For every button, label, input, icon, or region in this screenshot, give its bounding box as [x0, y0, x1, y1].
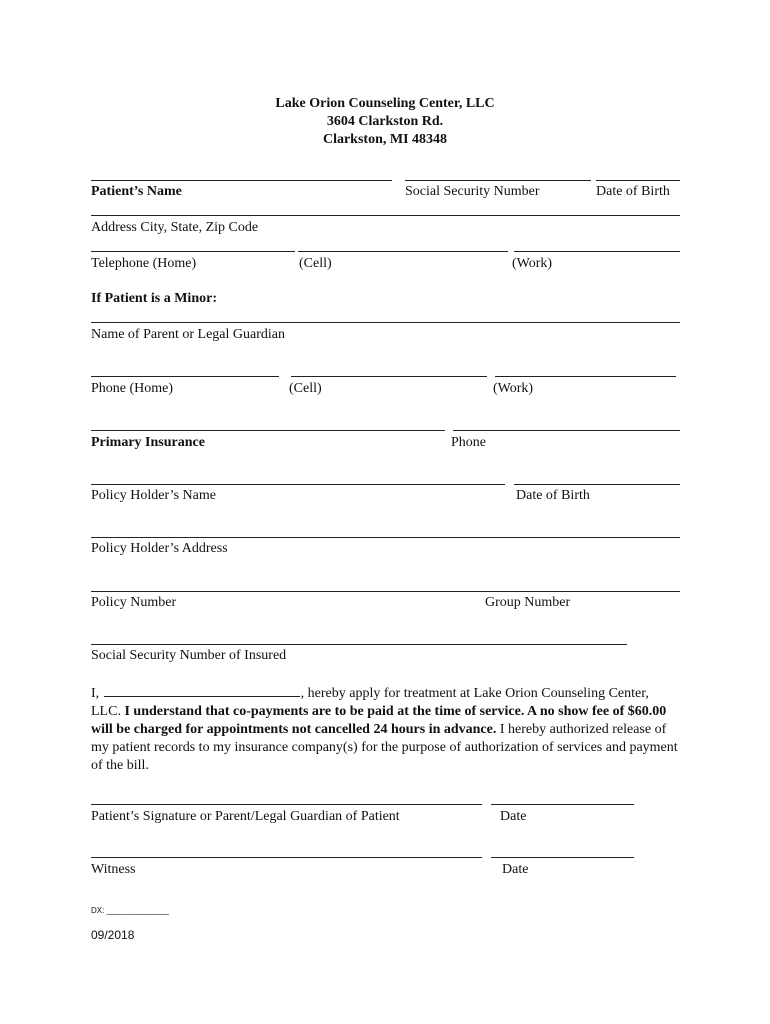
guardian-phone-work-label: (Work) [493, 381, 534, 396]
agreement-text-part2: I hereby authorized release of my patient records to my insurance company(s) for the purpose of authorization of services and payment of the bill. [91, 722, 678, 773]
guardian-phone-cell-field[interactable] [291, 376, 487, 377]
witness-date-field[interactable] [491, 857, 634, 858]
patient-phone-work-label: (Work) [512, 256, 553, 271]
policy-holder-name-label: Policy Holder’s Name [91, 488, 216, 503]
policy-holder-address-field[interactable] [91, 537, 680, 538]
patient-ssn-field[interactable] [405, 180, 591, 181]
agreement-text-part1: , hereby apply for treatment at Lake Orion Counseling Center, LLC. [91, 686, 649, 719]
witness-label: Witness [91, 862, 136, 877]
patient-name-field[interactable] [91, 180, 392, 181]
patient-ssn-label: Social Security Number [405, 184, 540, 199]
primary-insurance-field[interactable] [91, 430, 445, 431]
primary-insurance-label: Primary Insurance [91, 435, 205, 450]
guardian-phone-home-field[interactable] [91, 376, 279, 377]
policy-holder-address-label: Policy Holder’s Address [91, 541, 228, 556]
patient-address-field[interactable] [91, 215, 680, 216]
guardian-phone-home-label: Phone (Home) [91, 381, 174, 396]
agreement-prefix: I, [91, 686, 100, 701]
agreement-paragraph [91, 683, 681, 775]
witness-date-label: Date [502, 862, 529, 877]
insured-ssn-label: Social Security Number of Insured [91, 648, 287, 663]
patient-phone-cell-label: (Cell) [299, 256, 332, 271]
patient-signature-label: Patient’s Signature or Parent/Legal Guardian of Patient [91, 809, 400, 824]
minor-heading: If Patient is a Minor: [91, 291, 217, 306]
patient-name-label: Patient’s Name [91, 184, 182, 199]
guardian-name-field[interactable] [91, 322, 680, 323]
clinic-name: Lake Orion Counseling Center, LLC [275, 96, 495, 111]
policy-holder-name-field[interactable] [91, 484, 505, 485]
patient-signature-field[interactable] [91, 804, 482, 805]
group-number-label: Group Number [485, 595, 571, 610]
policy-number-label: Policy Number [91, 595, 177, 610]
patient-signature-date-label: Date [500, 809, 527, 824]
agreement-text-bold: I understand that co-payments are to be paid at the time of service. A no show fee of $60.00 will be charged for appointments not cancelled 24 hours in advance. [91, 704, 667, 737]
patient-dob-label: Date of Birth [596, 184, 670, 199]
guardian-phone-cell-label: (Cell) [289, 381, 322, 396]
revision-date: 09/2018 [91, 928, 135, 942]
patient-address-label: Address City, State, Zip Code [91, 220, 259, 235]
insurance-phone-field[interactable] [453, 430, 680, 431]
agreement-name-blank[interactable] [104, 683, 300, 697]
clinic-city: Clarkston, MI 48348 [322, 132, 448, 147]
insurance-phone-label: Phone [451, 435, 486, 450]
patient-dob-field[interactable] [596, 180, 680, 181]
patient-phone-home-field[interactable] [91, 251, 295, 252]
policy-holder-dob-label: Date of Birth [516, 488, 590, 503]
dx-field[interactable]: DX: ______________ [91, 906, 169, 915]
patient-phone-work-field[interactable] [514, 251, 680, 252]
policy-number-field[interactable] [91, 591, 680, 592]
patient-phone-home-label: Telephone (Home) [91, 256, 197, 271]
patient-signature-date-field[interactable] [491, 804, 634, 805]
policy-holder-dob-field[interactable] [514, 484, 680, 485]
clinic-street: 3604 Clarkston Rd. [326, 114, 444, 129]
witness-signature-field[interactable] [91, 857, 482, 858]
patient-phone-cell-field[interactable] [298, 251, 508, 252]
guardian-name-label: Name of Parent or Legal Guardian [91, 327, 285, 342]
guardian-phone-work-field[interactable] [495, 376, 676, 377]
insured-ssn-field[interactable] [91, 644, 627, 645]
